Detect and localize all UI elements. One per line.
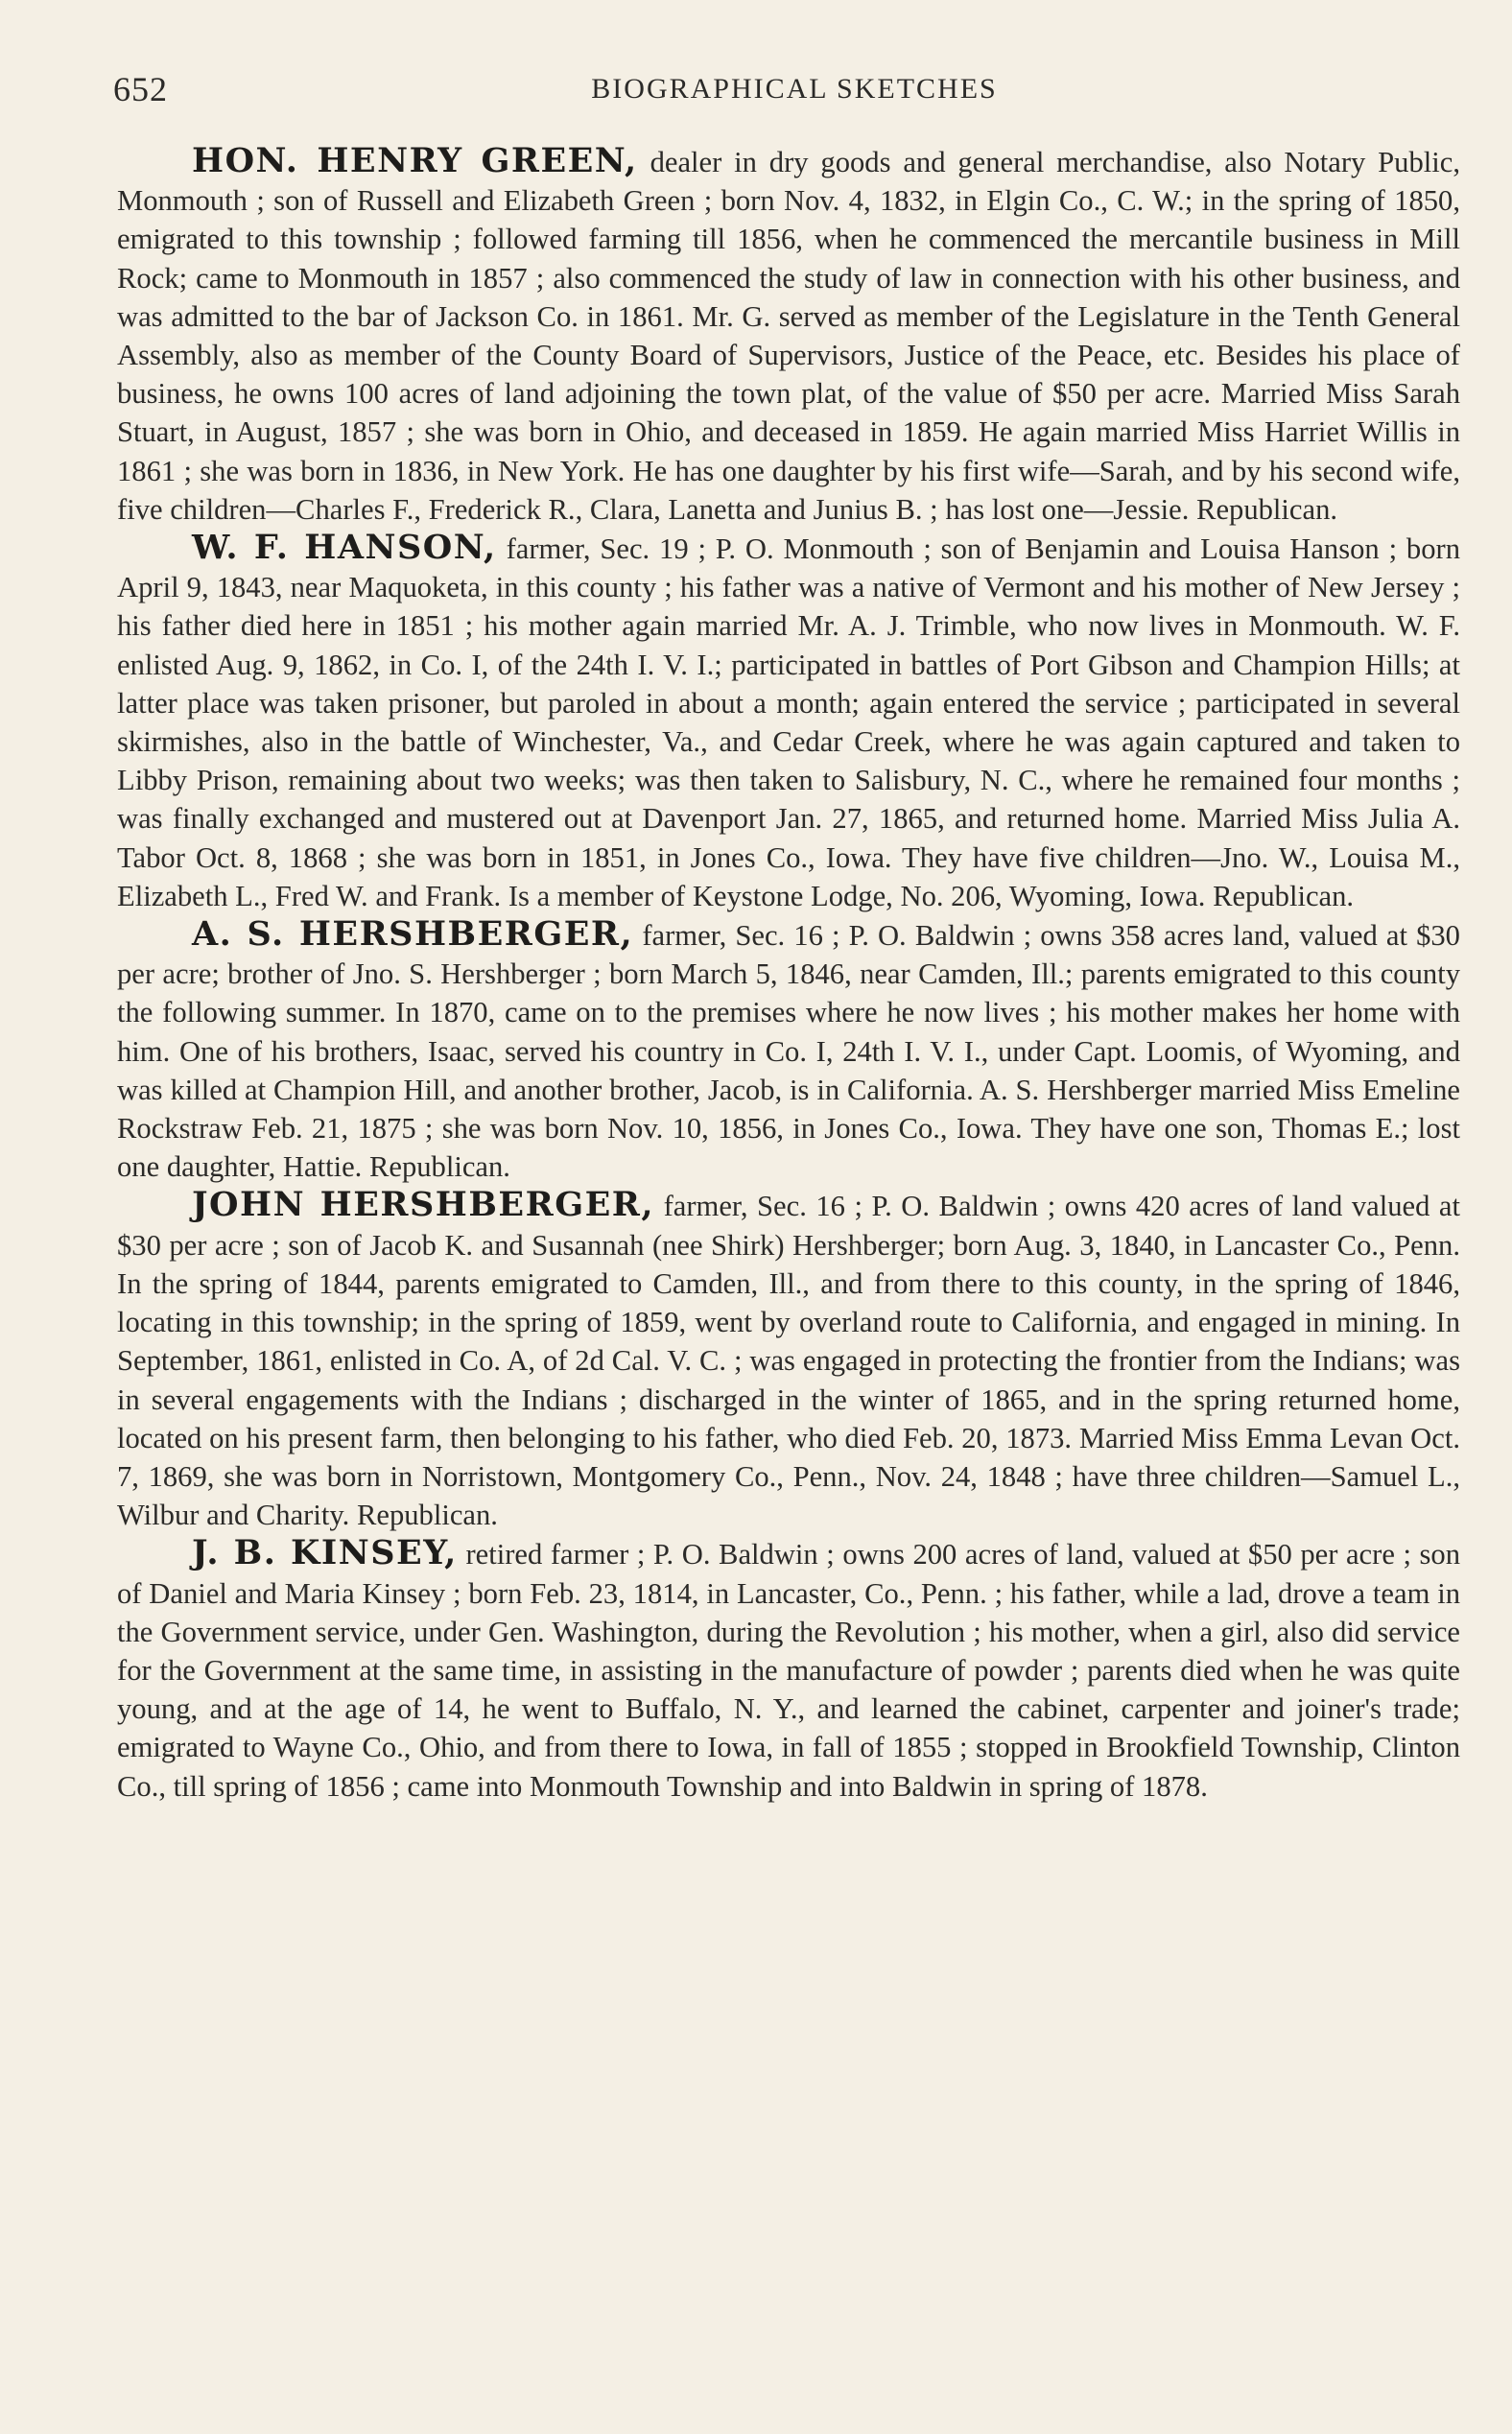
sketch-j-b-kinsey <box>117 1534 1460 1805</box>
sketch-henry-green <box>117 142 1460 529</box>
sketch-text: retired farmer ; P. O. Baldwin ; owns 200 acres of land, valued at $50 per acre ; son of Daniel and Maria Kinsey ; born Feb. 23, 1814, in Lancaster, Co., Penn. ; his father, while a lad, drove a team in the Government service, under Gen. Washington, during the Revolution ; his mother, when a girl, also did service for the Government at the same time, in assisting in the manufacture of powder ; parents died when he was quite young, and at the age of 14, he went to Buffalo, N. Y., and learned the cabinet, carpenter and joiner's trade; emigrated to Wayne Co., Ohio, and from there to Iowa, in fall of 1855 ; stopped in Brookfield Township, Clinton Co., till spring of 1856 ; came into Monmouth Township and into Baldwin in spring of 1878. <box>117 1538 1461 1803</box>
sketch-name: JOHN HERSHBERGER, <box>192 1185 655 1225</box>
sketch-name: HON. HENRY GREEN, <box>192 141 638 180</box>
sketch-name: W. F. HANSON, <box>192 528 497 568</box>
sketch-a-s-hershberger <box>117 915 1460 1186</box>
sketch-w-f-hanson <box>117 529 1460 915</box>
sketch-text: farmer, Sec. 16 ; P. O. Baldwin ; owns 420 acres of land valued at $30 per acre ; son of Jacob K. and Susannah (nee Shirk) Hershberger; born Aug. 3, 1840, in Lancaster Co., Penn. In the spring of 1844, parents emigrated to Camden, Ill., and from there to this county, in the spring of 1846, locating in this township; in the spring of 1859, went by overland route to California, and engaged in mining. In September, 1861, enlisted in Co. A, of 2d Cal. V. C. ; was engaged in protecting the frontier from the Indians; was in several engagements with the Indians ; discharged in the winter of 1865, and in the spring returned home, located on his present farm, then belonging to his father, who died Feb. 20, 1873. Married Miss Emma Levan Oct. 7, 1869, she was born in Norristown, Montgomery Co., Penn., Nov. 24, 1848 ; have three children—Samuel L., Wilbur and Charity. Republican. <box>117 1190 1460 1532</box>
sketch-name: J. B. KINSEY, <box>192 1533 458 1573</box>
sketch-john-hershberger <box>117 1186 1460 1534</box>
page-number: 652 <box>113 70 168 108</box>
sketch-text: farmer, Sec. 16 ; P. O. Baldwin ; owns 358 acres land, valued at $30 per acre; brother of Jno. S. Hershberger ; born March 5, 1846, near Camden, Ill.; parents emigrated to this county the following summer. In 1870, came on to the premises where he now lives ; his mother makes her home with him. One of his brothers, Isaac, served his country in Co. I, 24th I. V. I., under Capt. Loomis, of Wyoming, and was killed at Champion Hill, and another brother, Jacob, is in California. A. S. Hershberger married Miss Emeline Rockstraw Feb. 21, 1875 ; she was born Nov. 10, 1856, in Jones Co., Iowa. They have one son, Thomas E.; lost one daughter, Hattie. Republican. <box>117 919 1460 1184</box>
sketch-name: A. S. HERSHBERGER, <box>192 914 634 955</box>
page-header <box>113 69 1456 111</box>
running-head: BIOGRAPHICAL SKETCHES <box>591 73 998 105</box>
sketch-text: dealer in dry goods and general merchandise, also Notary Public, Monmouth ; son of Russell and Elizabeth Green ; born Nov. 4, 1832, in Elgin Co., C. W.; in the spring of 1850, emigrated to this township ; followed farming till 1856, when he commenced the mercantile business in Mill Rock; came to Monmouth in 1857 ; also commenced the study of law in connection with his other business, and was admitted to the bar of Jackson Co. in 1861. Mr. G. served as member of the Legislature in the Tenth General Assembly, also as member of the County Board of Supervisors, Justice of the Peace, etc. Besides his place of business, he owns 100 acres of land adjoining the town plat, of the value of $50 per acre. Married Miss Sarah Stuart, in August, 1857 ; she was born in Ohio, and deceased in 1859. He again married Miss Harriet Willis in 1861 ; she was born in 1836, in New York. He has one daughter by his first wife—Sarah, and by his second wife, five children—Charles F., Frederick R., Clara, Lanetta and Junius B. ; has lost one—Jessie. Republican. <box>117 146 1460 526</box>
sketch-text: farmer, Sec. 19 ; P. O. Monmouth ; son of Benjamin and Louisa Hanson ; born April 9, 1843, near Maquoketa, in this county ; his father was a native of Vermont and his mother of New Jersey ; his father died here in 1851 ; his mother again married Mr. A. J. Trimble, who now lives in Monmouth. W. F. enlisted Aug. 9, 1862, in Co. I, of the 24th I. V. I.; participated in battles of Port Gibson and Champion Hills; at latter place was taken prisoner, but paroled in about a month; again entered the service ; participated in several skirmishes, also in the battle of Winchester, Va., and Cedar Creek, where he was again captured and taken to Libby Prison, remaining about two weeks; was then taken to Salisbury, N. C., where he remained four months ; was finally exchanged and mustered out at Davenport Jan. 27, 1865, and returned home. Married Miss Julia A. Tabor Oct. 8, 1868 ; she was born in 1851, in Jones Co., Iowa. They have five children—Jno. W., Louisa M., Elizabeth L., Fred W. and Frank. Is a member of Keystone Lodge, No. 206, Wyoming, Iowa. Republican. <box>117 532 1460 912</box>
biographical-sketches <box>117 142 1460 1806</box>
